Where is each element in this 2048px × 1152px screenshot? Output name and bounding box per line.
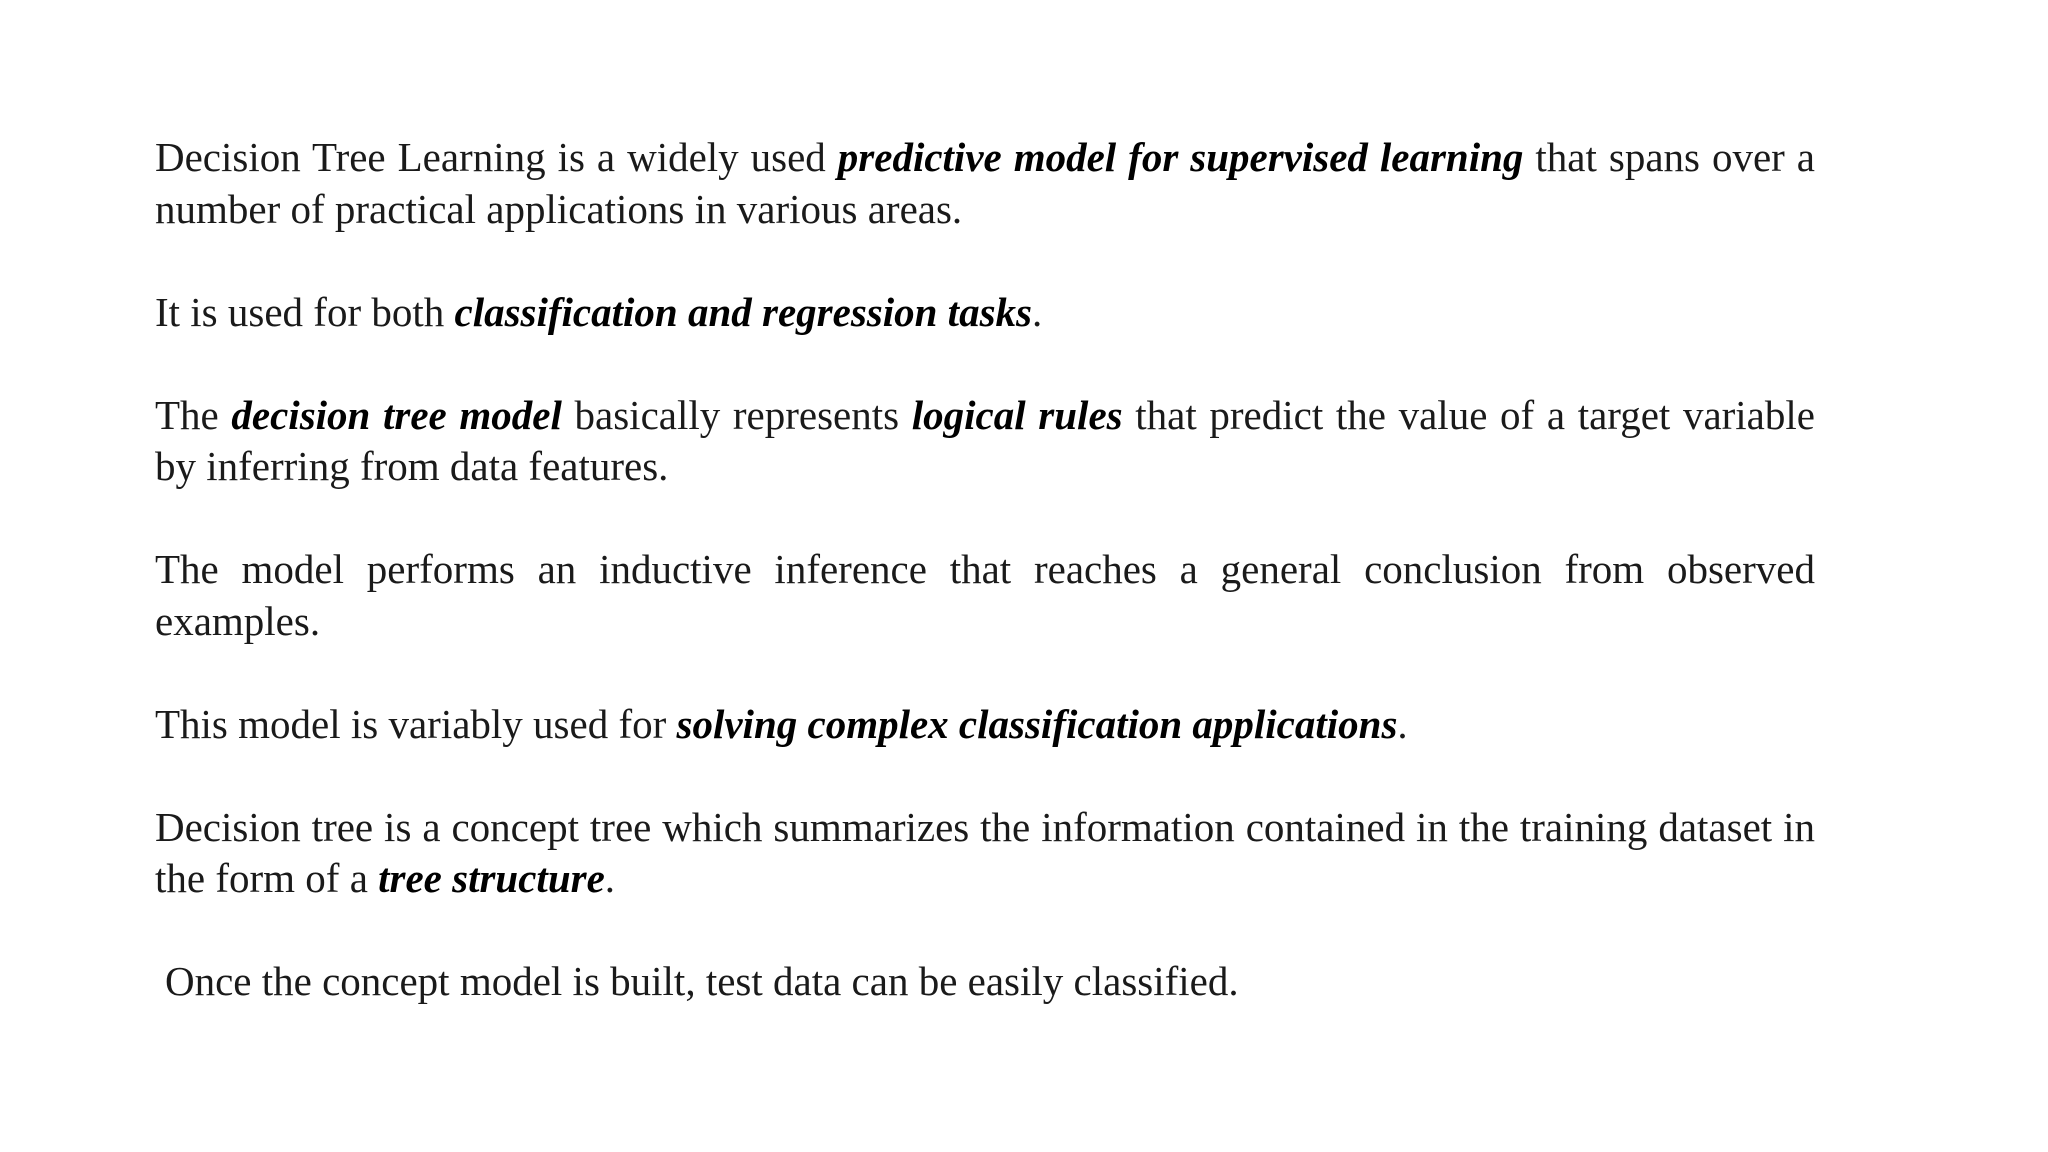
paragraph-inductive-inference (155, 544, 1815, 647)
text-segment: . (604, 855, 616, 901)
text-segment: This model is variably used for (155, 700, 677, 747)
text-segment: Decision tree is a concept tree which summarizes the information contained in the training dataset in the form of a (155, 803, 1815, 901)
emphasis-predictive-model: predictive model for supervised learning (837, 134, 1524, 180)
text-segment: that spans over a number of practical applications in various areas. (155, 134, 1816, 232)
emphasis-tree-structure: tree structure (378, 855, 605, 901)
paragraph-definition (155, 132, 1815, 235)
text-segment: The (155, 391, 232, 438)
paragraph-test-data (155, 956, 1815, 1008)
slide-body (155, 132, 1815, 1059)
emphasis-classification-regression: classification and regression tasks (454, 288, 1032, 335)
text-segment: basically represents (561, 391, 912, 438)
paragraph-usage (155, 287, 1815, 339)
text-segment: Once the concept model is built, test data can be easily classified. (165, 958, 1239, 1004)
text-segment: It is used for both (155, 288, 455, 335)
text-segment: The model performs an inductive inference that reaches a general conclusion from observed examples. (155, 546, 1815, 644)
paragraph-applications (155, 699, 1815, 751)
text-segment: . (1397, 700, 1408, 747)
paragraph-tree-structure (155, 802, 1815, 905)
text-segment: that predict the value of a target variable by inferring from data features. (155, 391, 1815, 489)
emphasis-complex-classification: solving complex classification applications (676, 700, 1398, 747)
emphasis-decision-tree-model: decision tree model (231, 391, 562, 438)
text-segment: . (1031, 288, 1043, 335)
emphasis-logical-rules: logical rules (911, 391, 1123, 438)
text-segment: Decision Tree Learning is a widely used (155, 134, 838, 180)
paragraph-logical-rules (155, 390, 1815, 493)
